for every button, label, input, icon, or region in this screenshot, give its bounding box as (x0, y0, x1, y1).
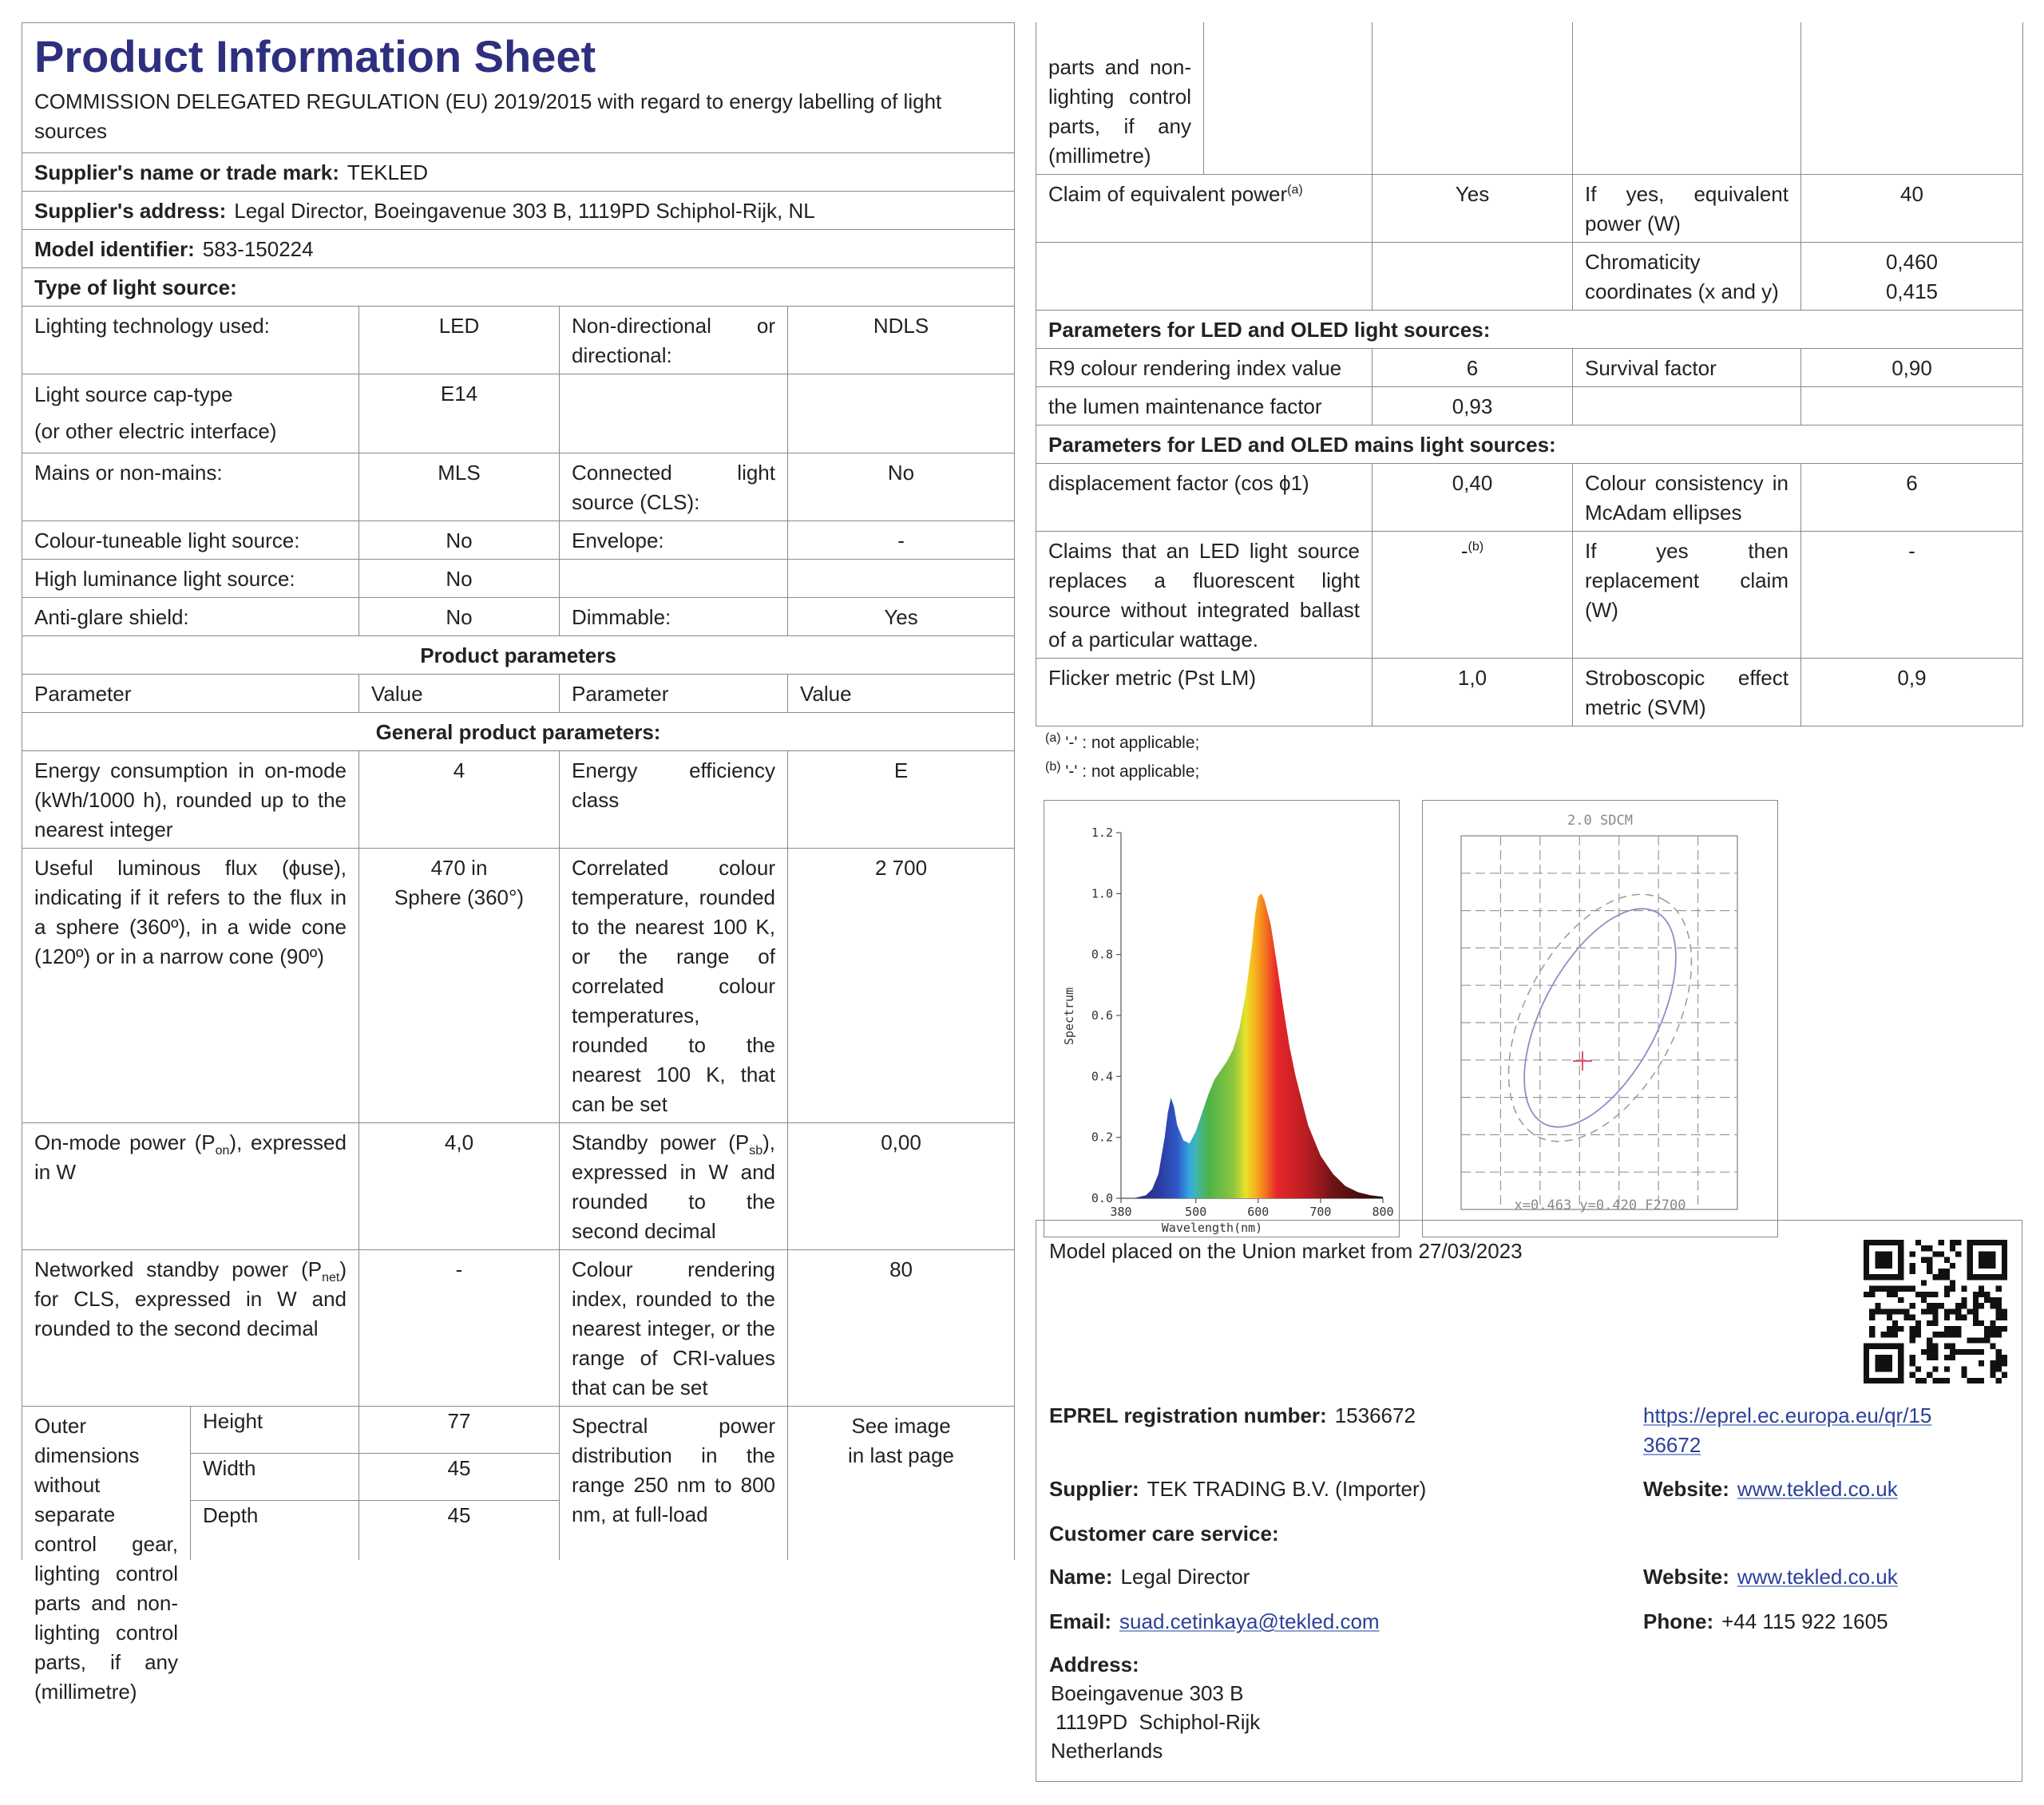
website-row: Website: www.tekled.co.uk (1643, 1477, 1898, 1501)
sdcm-chart (1422, 800, 1778, 1237)
supplier-address-row: Supplier's address: Legal Director, Boeingavenue 303 B, 1119PD Schiphol-Rijk, NL (22, 192, 1015, 230)
product-parameters-title: Product parameters (22, 636, 1015, 675)
spectrum-y-label: Spectrum (1062, 987, 1076, 1046)
spectrum-svg (1044, 801, 1399, 1237)
spectrum-y-tick-label: 0.2 (1091, 1130, 1113, 1145)
graphs-area (1036, 800, 2022, 1247)
spectrum-y-tick-label: 0.6 (1091, 1008, 1113, 1023)
care-website-row: Website: www.tekled.co.uk (1643, 1565, 1898, 1589)
mains-parameters-title: Parameters for LED and OLED mains light sources: (1036, 426, 2023, 464)
page-title: Product Information Sheet (34, 31, 596, 81)
info-box (1036, 1220, 2022, 1782)
table-header-row: Parameter Value Parameter Value (22, 675, 1015, 713)
regulation-text: COMMISSION DELEGATED REGULATION (EU) 2019/2015 with regard to energy labelling of light sources (34, 89, 942, 143)
market-date-text: Model placed on the Union market from 27/03/2023 (1049, 1239, 1523, 1263)
address-line-1: Boeingavenue 303 B (1051, 1681, 1244, 1705)
spectrum-x-tick-label: 700 (1309, 1205, 1332, 1219)
sdcm-title: 2.0 SDCM (1567, 813, 1633, 829)
table-row: Anti-glare shield: No Dimmable: Yes (22, 598, 1015, 636)
eprel-row: EPREL registration number: 1536672 (1049, 1403, 1416, 1427)
sdcm-grid (1461, 836, 1737, 1209)
spectrum-y-tick-label: 1.2 (1091, 825, 1113, 840)
sdcm-ellipse (1493, 885, 1707, 1150)
product-sheet-right (1036, 22, 2023, 726)
care-name-row: Name: Legal Director (1049, 1565, 1250, 1589)
customer-care-title: Customer care service: (1049, 1522, 1279, 1546)
table-row: Depth 45 (22, 1501, 1015, 1561)
email-link[interactable]: suad.cetinkaya@tekled.com (1119, 1609, 1380, 1633)
address-line-2: 1119PD Schiphol-Rijk (1056, 1710, 1261, 1734)
table-row: R9 colour rendering index value 6 Survival factor 0,90 (1036, 349, 2023, 387)
spectrum-x-tick-label: 500 (1185, 1205, 1207, 1219)
sdcm-point-marker (1573, 1051, 1592, 1071)
right-column (1036, 22, 2022, 1763)
table-row: Useful luminous flux (ϕuse), indicating if it refers to the flux in a sphere (360º), in a wide cone (120º) or in a narrow cone (90º) 470 in Sphere (360°) Correlated colour temperature, rounded to the nearest 100 K, or the range of correlated colour temperatures, rounded to the nearest 100 K, that can be set 2 700 (22, 849, 1015, 1123)
spectrum-y-tick-label: 0.8 (1091, 947, 1113, 962)
table-row: Colour-tuneable light source: No Envelope: - (22, 521, 1015, 560)
spectrum-area (1121, 893, 1383, 1198)
table-row: Mains or non-mains: MLS Connected light source (CLS): No (22, 453, 1015, 521)
spectrum-x-tick-label: 800 (1372, 1205, 1394, 1219)
table-row: Networked standby power $(P_{net})$ for CLS, expressed in W and rounded to the second decimal - Colour rendering index, rounded to the nearest integer, or the range of CRI-values that can be set 80 (22, 1250, 1015, 1407)
address-title: Address: (1049, 1653, 1139, 1676)
spectrum-chart (1044, 800, 1400, 1237)
spectrum-y-tick-label: 0.4 (1091, 1069, 1113, 1084)
spectrum-y-tick-label: 0.0 (1091, 1191, 1113, 1205)
table-row: Light source cap-type (or other electric interface) E14 (22, 374, 1015, 453)
type-of-light-source: Type of light source: (22, 268, 1015, 307)
product-sheet-left (22, 22, 1015, 1704)
table-row: High luminance light source: No (22, 560, 1015, 598)
eprel-link[interactable]: https://eprel.ec.europa.eu/qr/15 36672 (1643, 1403, 1932, 1457)
care-website-link[interactable]: www.tekled.co.uk (1737, 1565, 1898, 1589)
website-link[interactable]: www.tekled.co.uk (1737, 1477, 1898, 1501)
spectrum-x-tick-label: 380 (1110, 1205, 1132, 1219)
dimensions-continuation: parts and non-lighting control parts, if any (millimetre) (1048, 55, 1191, 168)
led-parameters-title: Parameters for LED and OLED light sources: (1036, 311, 2023, 349)
model-identifier-row: Model identifier: 583-150224 (22, 230, 1015, 268)
spectrum-x-tick-label: 600 (1247, 1205, 1270, 1219)
supplier-row: Supplier: TEK TRADING B.V. (Importer) (1049, 1477, 1427, 1501)
table-row (1036, 22, 2023, 175)
table-row: Claims that an LED light source replaces a fluorescent light source without integrated ballast of a particular wattage. -$^{(b)}$ If yes then replacement claim (W) - (1036, 532, 2023, 659)
email-row: Email: suad.cetinkaya@tekled.com (1049, 1609, 1380, 1633)
table-row: Lighting technology used: LED Non-directional or directional: NDLS (22, 307, 1015, 374)
footnote-a: $^{(a)}$ '-' : not applicable; (1045, 731, 1200, 752)
spectrum-x-label: Wavelength(nm) (1161, 1221, 1263, 1235)
supplier-name-row: Supplier's name or trade mark: TEKLED (22, 153, 1015, 192)
address-line-3: Netherlands (1051, 1739, 1163, 1763)
sdcm-svg (1423, 801, 1777, 1237)
table-row: On-mode power $(P_{on})$, expressed in W 4,0 Standby power $(P_{sb})$, expressed in W and rounded to the second decimal 0,00 (22, 1123, 1015, 1250)
general-parameters-title: General product parameters: (22, 713, 1015, 751)
table-row: Flicker metric (Pst LM) 1,0 Stroboscopic effect metric (SVM) 0,9 (1036, 659, 2023, 726)
table-row: Chromaticity coordinates (x and y) 0,460 0,415 (1036, 243, 2023, 311)
footnote-b: $^{(b)}$ '-' : not applicable; (1045, 760, 1200, 781)
table-row: Outer dimensions without separate control gear, lighting control parts and non-lighting control parts, if any (millimetre) Height 77 Spectral power distribution in the range 250 nm to 800 nm, at full-load See image in last page (22, 1407, 1015, 1454)
qr-code-icon (1864, 1240, 2007, 1383)
sdcm-footer: x=0.463 y=0.420 F2700 (1514, 1197, 1686, 1213)
left-column (22, 22, 1014, 1704)
header-cell (22, 23, 1015, 153)
table-row: the lumen maintenance factor 0,93 (1036, 387, 2023, 426)
table-row: displacement factor (cos ϕ1) 0,40 Colour consistency in McAdam ellipses 6 (1036, 464, 2023, 532)
table-row: Claim of equivalent power$^{(a)}$ Yes If yes, equivalent power (W) 40 (1036, 175, 2023, 243)
table-row: Width 45 (22, 1454, 1015, 1501)
qr-code (1864, 1240, 2007, 1383)
table-row: Energy consumption in on-mode (kWh/1000 h), rounded up to the nearest integer 4 Energy efficiency class E (22, 751, 1015, 849)
phone-row: Phone: +44 115 922 1605 (1643, 1609, 1888, 1633)
spectrum-y-tick-label: 1.0 (1091, 886, 1113, 901)
outer-dimensions-label: Outer dimensions without separate control gear, lighting control parts and non-lighting control parts, if any (millimetre) (34, 1414, 178, 1704)
